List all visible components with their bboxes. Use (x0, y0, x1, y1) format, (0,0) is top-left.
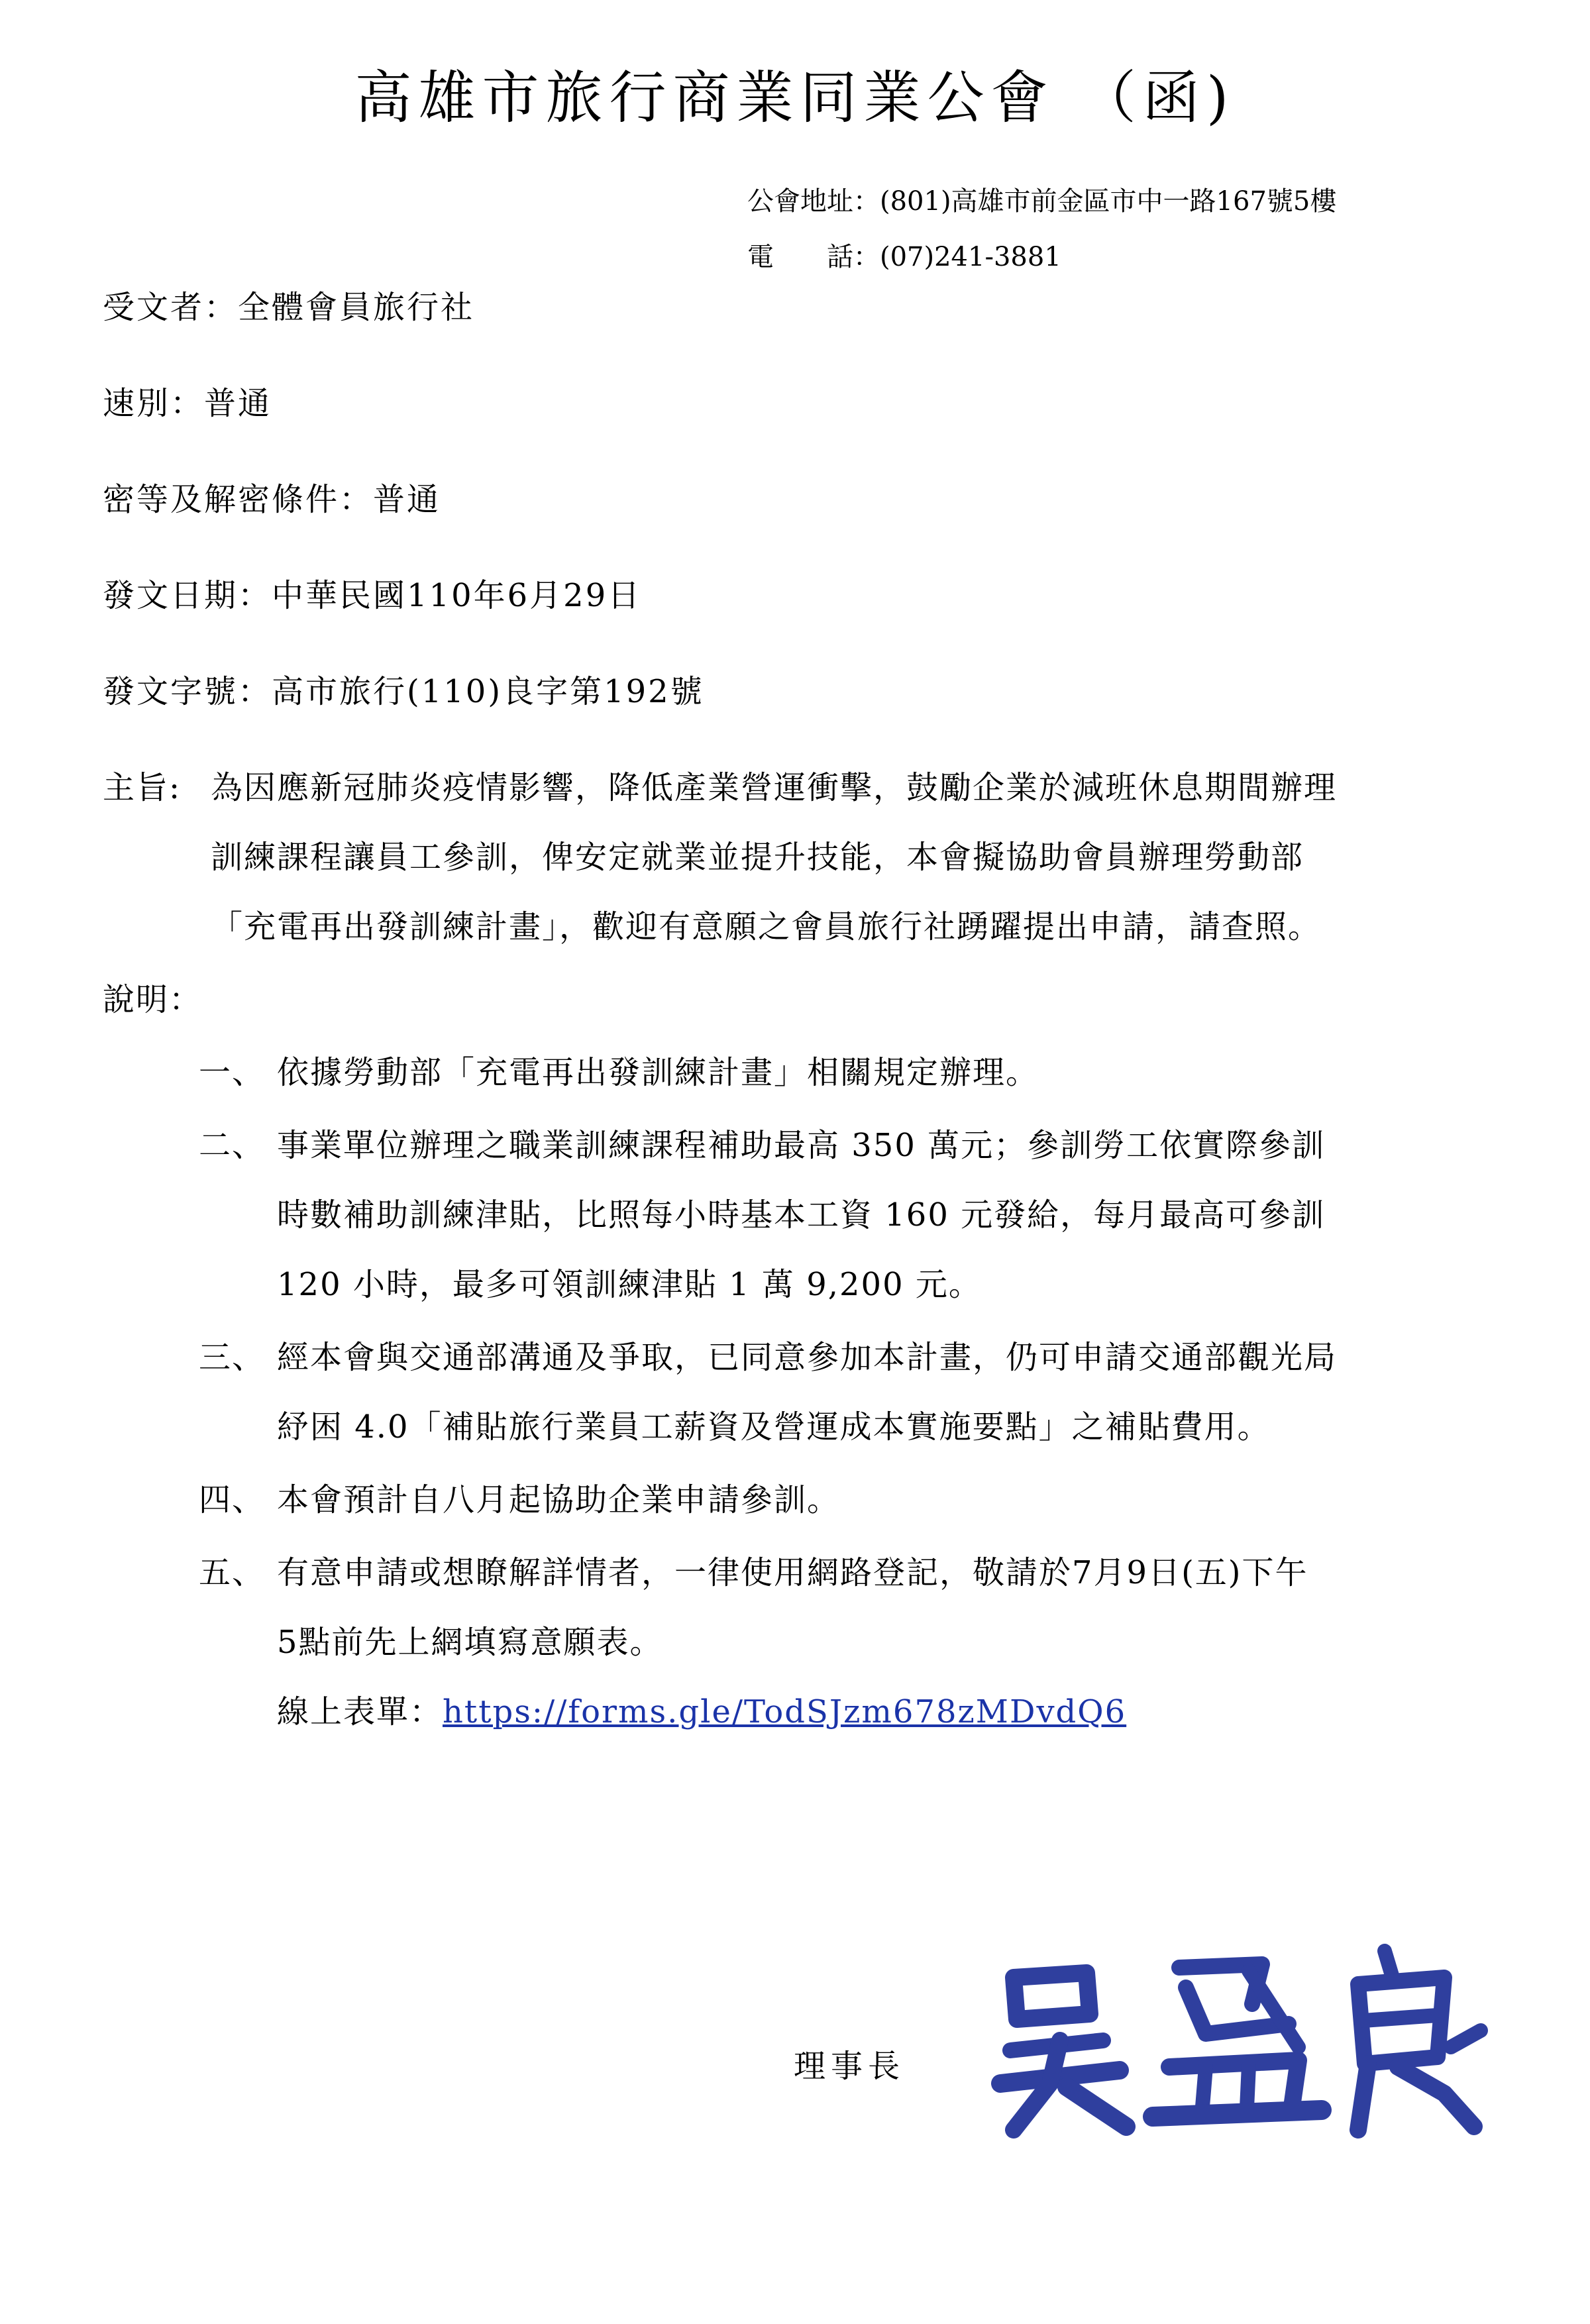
list-item-line: 經本會與交通部溝通及爭取，已同意參加本計畫，仍可申請交通部觀光局 (277, 1339, 1338, 1376)
signer-title: 理事長 (794, 2048, 906, 2085)
association-phone: 電 話：(07)241-3881 (747, 242, 1061, 272)
explanation-label: 說明： (103, 981, 203, 1018)
list-item-line: 5點前先上網填寫意願表。 (277, 1624, 663, 1661)
list-item-line: 依據勞動部「充電再出發訓練計畫」相關規定辦理。 (277, 1054, 1039, 1091)
association-address: 公會地址：(801)高雄市前金區市中一路167號5樓 (747, 186, 1337, 217)
signature-image (987, 1941, 1491, 2140)
online-form-row (277, 1686, 1126, 1732)
subject-line: 為因應新冠肺炎疫情影響，降低產業營運衝擊，鼓勵企業於減班休息期間辦理 (211, 769, 1338, 806)
list-item-line: 事業單位辦理之職業訓練課程補助最高 350 萬元；參訓勞工依實際參訓 (277, 1127, 1326, 1164)
priority-field: 速別：普通 (103, 385, 272, 422)
list-item-line: 有意申請或想瞭解詳情者，一律使用網路登記，敬請於7月9日(五)下午 (277, 1554, 1308, 1591)
recipient-field: 受文者：全體會員旅行社 (103, 289, 475, 326)
list-item-number: 四、 (199, 1481, 266, 1518)
subject-label: 主旨: (103, 769, 182, 806)
online-form-label: 線上表單： (277, 1693, 443, 1730)
list-item-number: 二、 (199, 1127, 266, 1164)
list-item-number: 三、 (199, 1339, 266, 1376)
document-title: 高雄市旅行商業同業公會 （函) (354, 65, 1236, 131)
document-number-field: 發文字號：高市旅行(110)良字第192號 (103, 673, 704, 710)
list-item-line: 時數補助訓練津貼，比照每小時基本工資 160 元發給，每月最高可參訓 (277, 1196, 1326, 1234)
issue-date-field: 發文日期：中華民國110年6月29日 (103, 577, 642, 614)
list-item-number: 一、 (199, 1054, 266, 1091)
list-item-number: 五、 (199, 1554, 266, 1591)
subject-line: 「充電再出發訓練計畫」，歡迎有意願之會員旅行社踴躍提出申請，請查照。 (211, 908, 1322, 945)
list-item-line: 紓困 4.0「補貼旅行業員工薪資及營運成本實施要點」之補貼費用。 (277, 1408, 1271, 1446)
classification-field: 密等及解密條件：普通 (103, 481, 441, 518)
subject-line: 訓練課程讓員工參訓，俾安定就業並提升技能，本會擬協助會員辦理勞動部 (211, 839, 1304, 876)
online-form-link[interactable]: https://forms.gle/TodSJzm678zMDvdQ6 (443, 1693, 1127, 1730)
list-item-line: 120 小時，最多可領訓練津貼 1 萬 9,200 元。 (277, 1266, 982, 1303)
list-item-line: 本會預計自八月起協助企業申請參訓。 (277, 1481, 841, 1518)
